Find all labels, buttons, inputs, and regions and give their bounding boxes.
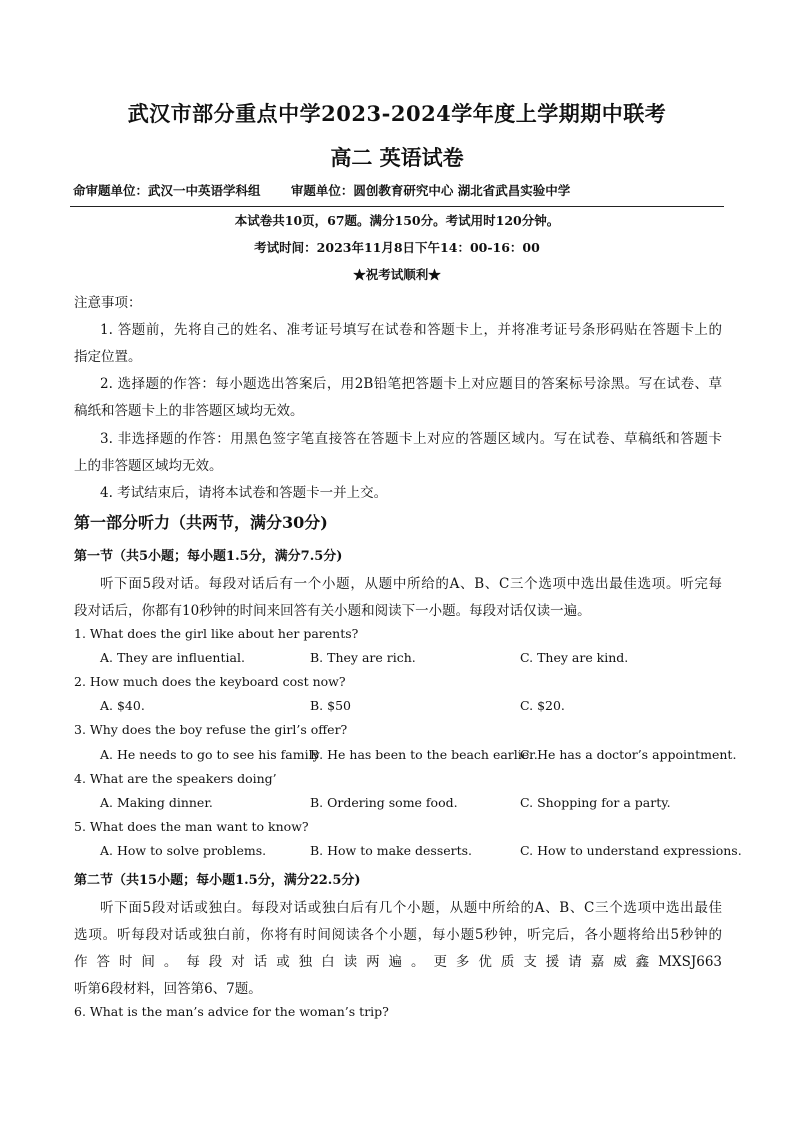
exam-title: 武汉市部分重点中学2023-2024学年度上学期期中联考 xyxy=(127,101,667,126)
question-1-option-a: A. They are influential. xyxy=(100,650,245,665)
question-5-option-b: B. How to make desserts. xyxy=(310,843,473,858)
section2-instructions-line-3: 作 答 时 间 。 每 段 对 话 或 独 白 读 两 遍 。 更 多 优 质 支 援 请 嘉 威 鑫 MXSJ663 xyxy=(74,954,722,970)
note-3-line-2: 上的非答题区域均无效。 xyxy=(74,458,223,474)
exam-info-pages: 本试卷共10页，67题。满分150分。考试用时120分钟。 xyxy=(234,213,560,228)
question-2-option-b: B. $50 xyxy=(310,698,351,713)
question-3-option-b: B. He has been to the beach earlier. xyxy=(310,747,538,762)
question-4-option-b: B. Ordering some food. xyxy=(310,795,458,810)
question-6: 6. What is the man’s advice for the woman’s trip? xyxy=(74,1004,389,1019)
section1-instructions-line-2: 段对话后，你都有10秒钟的时间来回答有关小题和阅读下一小题。每段对话仅读一遍。 xyxy=(74,603,591,619)
section1-instructions-line-1: 听下面5段对话。每段对话后有一个小题，从题中所给的A、B、C三个选项中选出最佳选项。听完每 xyxy=(100,576,722,592)
question-3-option-c: C. He has a doctor’s appointment. xyxy=(520,747,737,762)
review-unit: 审题单位：圆创教育研究中心 湖北省武昌实验中学 xyxy=(290,183,571,198)
note-4: 4. 考试结束后，请将本试卷和答题卡一并上交。 xyxy=(100,485,388,501)
question-1-option-c: C. They are kind. xyxy=(520,650,629,665)
note-2-line-2: 稿纸和答题卡上的非答题区域均无效。 xyxy=(74,403,304,419)
question-4: 4. What are the speakers doing’ xyxy=(74,771,277,786)
proposition-unit: 命审题单位：武汉一中英语学科组 xyxy=(73,183,261,198)
units-line xyxy=(73,181,570,199)
section2-instructions-line-2: 选项。听每段对话或独白前，你将有时间阅读各个小题，每小题5秒钟，听完后，各小题将给出5秒钟的 xyxy=(74,927,722,943)
question-4-option-a: A. Making dinner. xyxy=(100,795,213,810)
part1-heading: 第一部分听力（共两节，满分30分) xyxy=(74,513,328,532)
question-2: 2. How much does the keyboard cost now? xyxy=(74,674,346,689)
exam-info-wish: ★祝考试顺利★ xyxy=(353,267,441,282)
question-2-option-a: A. $40. xyxy=(100,698,145,713)
question-1: 1. What does the girl like about her parents? xyxy=(74,626,359,641)
question-5-option-a: A. How to solve problems. xyxy=(100,843,267,858)
note-1-line-1: 1. 答题前，先将自己的姓名、准考证号填写在试卷和答题卡上，并将准考证号条形码贴在答题卡上的 xyxy=(100,322,722,338)
notes-heading: 注意事项： xyxy=(74,295,142,311)
question-5: 5. What does the man want to know? xyxy=(74,819,309,834)
section2-heading: 第二节（共15小题；每小题1.5分，满分22.5分) xyxy=(74,873,361,888)
question-1-option-b: B. They are rich. xyxy=(310,650,416,665)
question-5-option-c: C. How to understand expressions. xyxy=(520,843,742,858)
section1-heading: 第一节（共5小题；每小题1.5分，满分7.5分) xyxy=(74,549,343,564)
question-2-option-c: C. $20. xyxy=(520,698,565,713)
question-3: 3. Why does the boy refuse the girl’s offer? xyxy=(74,722,348,737)
exam-info-time: 考试时间：2023年11月8日下午14：00-16：00 xyxy=(254,240,540,255)
exam-subtitle: 高二 英语试卷 xyxy=(330,145,464,170)
note-2-line-1: 2. 选择题的作答：每小题选出答案后，用2B铅笔把答题卡上对应题目的答案标号涂黑。写在试卷、草 xyxy=(100,376,722,392)
section2-instructions-line-1: 听下面5段对话或独白。每段对话或独白后有几个小题，从题中所给的A、B、C三个选项中选出最佳 xyxy=(100,900,722,916)
section2-instructions-line-4: 听第6段材料，回答第6、7题。 xyxy=(74,981,262,997)
note-3-line-1: 3. 非选择题的作答：用黑色签字笔直接答在答题卡上对应的答题区域内。写在试卷、草稿纸和答题卡 xyxy=(100,431,722,447)
note-1-line-2: 指定位置。 xyxy=(74,349,142,365)
question-4-option-c: C. Shopping for a party. xyxy=(520,795,671,810)
question-3-option-a: A. He needs to go to see his family xyxy=(100,747,320,762)
header-divider xyxy=(70,206,724,207)
